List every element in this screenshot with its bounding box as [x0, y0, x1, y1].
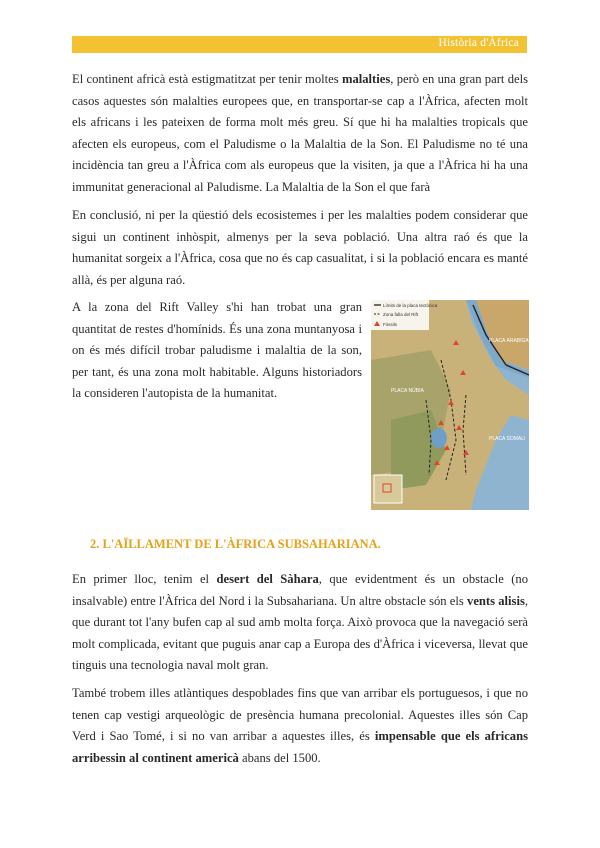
map-legend-item: Zona falla del Rift: [383, 312, 419, 317]
map-legend-item: Fòssils: [383, 322, 398, 327]
header-title: Història d'Àfrica: [438, 37, 519, 49]
map-label: PLACA NÚBIA: [391, 388, 424, 394]
section-heading: 2. L'AÏLLAMENT DE L'ÀFRICA SUBSAHARIANA.: [90, 537, 381, 551]
bold-term: malalties: [341, 72, 391, 86]
paragraph-atlantic-islands: També trobem illes atlàntiques despoblades fins que van arribar els portuguesos, i que no tenen cap vestigi arqueològic de presència humana precolonial. Aquestes illes són Cap Verd i Sao Tomé, i si no van arribar a aquestes illes, és impensable que els africans arribessin al continent americà abans del 1500.: [72, 686, 528, 765]
paragraph-rift-valley: A la zona del Rift Valley s'hi han trobat una gran quantitat de restes d'homínids. És una zona muntanyosa i on és més difícil trobar paludisme i malaltia de la son, per tant, és una zona molt habitable. Alguns historiadors la consideren l'autopista de la humanitat.: [72, 300, 362, 400]
rift-valley-map: [371, 300, 529, 510]
bold-term: vents alisis: [467, 593, 525, 608]
paragraph-diseases: El continent africà està estigmatitzat per tenir moltes malalties, però en una gran part dels casos aquestes són malalties europees que, en transportar-se cap a l'Àfrica, afecten molt els africans i les pateixen de forma molt més greu. Sí que hi ha malalties tropicals que afecten els europeus, com el Paludisme o la Malaltia de la Son. El Paludisme no té una incidència tan greu a l'Àfrica com als europeus que la visiten, ja que a l'Àfrica hi ha una immunitat generacional al Paludisme. La Malaltia de la Son el que farà: [72, 72, 528, 194]
bold-term: impensable que els africans arribessin al continent americà: [72, 729, 528, 765]
paragraph-isolation: En primer lloc, tenim el desert del Sàhara, que evidentment és un obstacle (no insalvable) entre l'Àfrica del Nord i la Subsahariana. Un altre obstacle són els vents alisis, que durant tot l'any bufen cap al sud amb molta força. Això provoca que la navegació serà molt complicada, evitant que puguis anar cap a Europa des d'Àfrica i viceversa, llevat que tinguis una tecnologia naval molt gran.: [72, 572, 529, 672]
map-label: PLACA ÀRABIGA: [489, 338, 529, 344]
page-header-bar: [72, 36, 527, 53]
bold-term: desert del Sàhara: [216, 572, 319, 586]
map-label: PLACA SOMALI: [489, 436, 526, 442]
map-legend-item: Límits de la placa tectònica: [383, 303, 438, 308]
paragraph-conclusion: En conclusió, ni per la qüestió dels ecosistemes i per les malalties podem considerar que sigui un continent inhòspit, almenys per la seva població. Una altra raó és que la humanitat sorgeix a l'Àfrica, cosa que no és cap casualitat, i si la població encara es manté allà, és per alguna raó.: [72, 208, 528, 287]
